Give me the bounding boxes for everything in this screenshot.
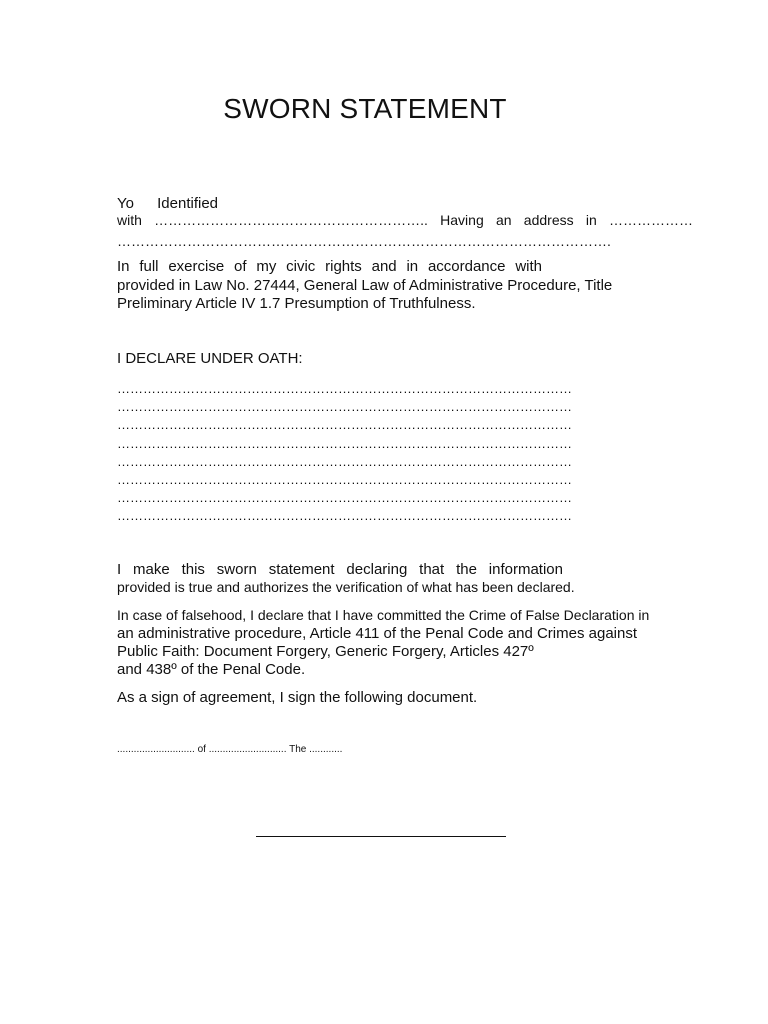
falsehood-line-4: and 438º of the Penal Code. (117, 661, 306, 678)
declaration-blank-line: …………………………………………………………………………………………… (117, 399, 572, 415)
truthfulness-line-1: I make this sworn statement declaring that the information (117, 561, 563, 578)
truthfulness-line-2: provided is true and authorizes the verification of what has been declared. (117, 579, 575, 595)
identity-line-2: with ………………………………………………….. Having an address in ……………… (117, 212, 693, 228)
declaration-blank-line: …………………………………………………………………………………………… (117, 508, 572, 524)
falsehood-line-2: an administrative procedure, Article 411 of the Penal Code and Crimes against (117, 625, 638, 642)
identity-line-1: Yo Identified (117, 195, 219, 212)
agreement-statement: As a sign of agreement, I sign the following document. (117, 689, 478, 706)
declaration-blank-line: …………………………………………………………………………………………… (117, 490, 572, 506)
declaration-heading: I DECLARE UNDER OATH: (117, 350, 303, 367)
date-place-line: ............................ of ............................ The ............ (117, 744, 343, 755)
declaration-blank-line: …………………………………………………………………………………………… (117, 417, 572, 433)
falsehood-line-1: In case of falsehood, I declare that I have committed the Crime of False Declaration in (117, 607, 650, 623)
declaration-blank-lines (117, 380, 572, 526)
declaration-blank-line: …………………………………………………………………………………………… (117, 381, 572, 396)
signature-line (256, 836, 506, 837)
declaration-blank-line: …………………………………………………………………………………………… (117, 435, 572, 451)
civic-rights-line-2: provided in Law No. 27444, General Law of Administrative Procedure, Title (117, 277, 613, 294)
declaration-blank-line: …………………………………………………………………………………………… (117, 453, 572, 469)
civic-rights-line-3: Preliminary Article IV 1.7 Presumption of Truthfulness. (117, 295, 476, 312)
civic-rights-line-1: In full exercise of my civic rights and in accordance with (117, 258, 542, 275)
identity-line-3: ……………………………………………………………………………………………. (117, 233, 611, 249)
declaration-blank-line: …………………………………………………………………………………………… (117, 471, 572, 487)
document-title: SWORN STATEMENT (223, 93, 507, 124)
falsehood-line-3: Public Faith: Document Forgery, Generic Forgery, Articles 427º (117, 643, 534, 660)
